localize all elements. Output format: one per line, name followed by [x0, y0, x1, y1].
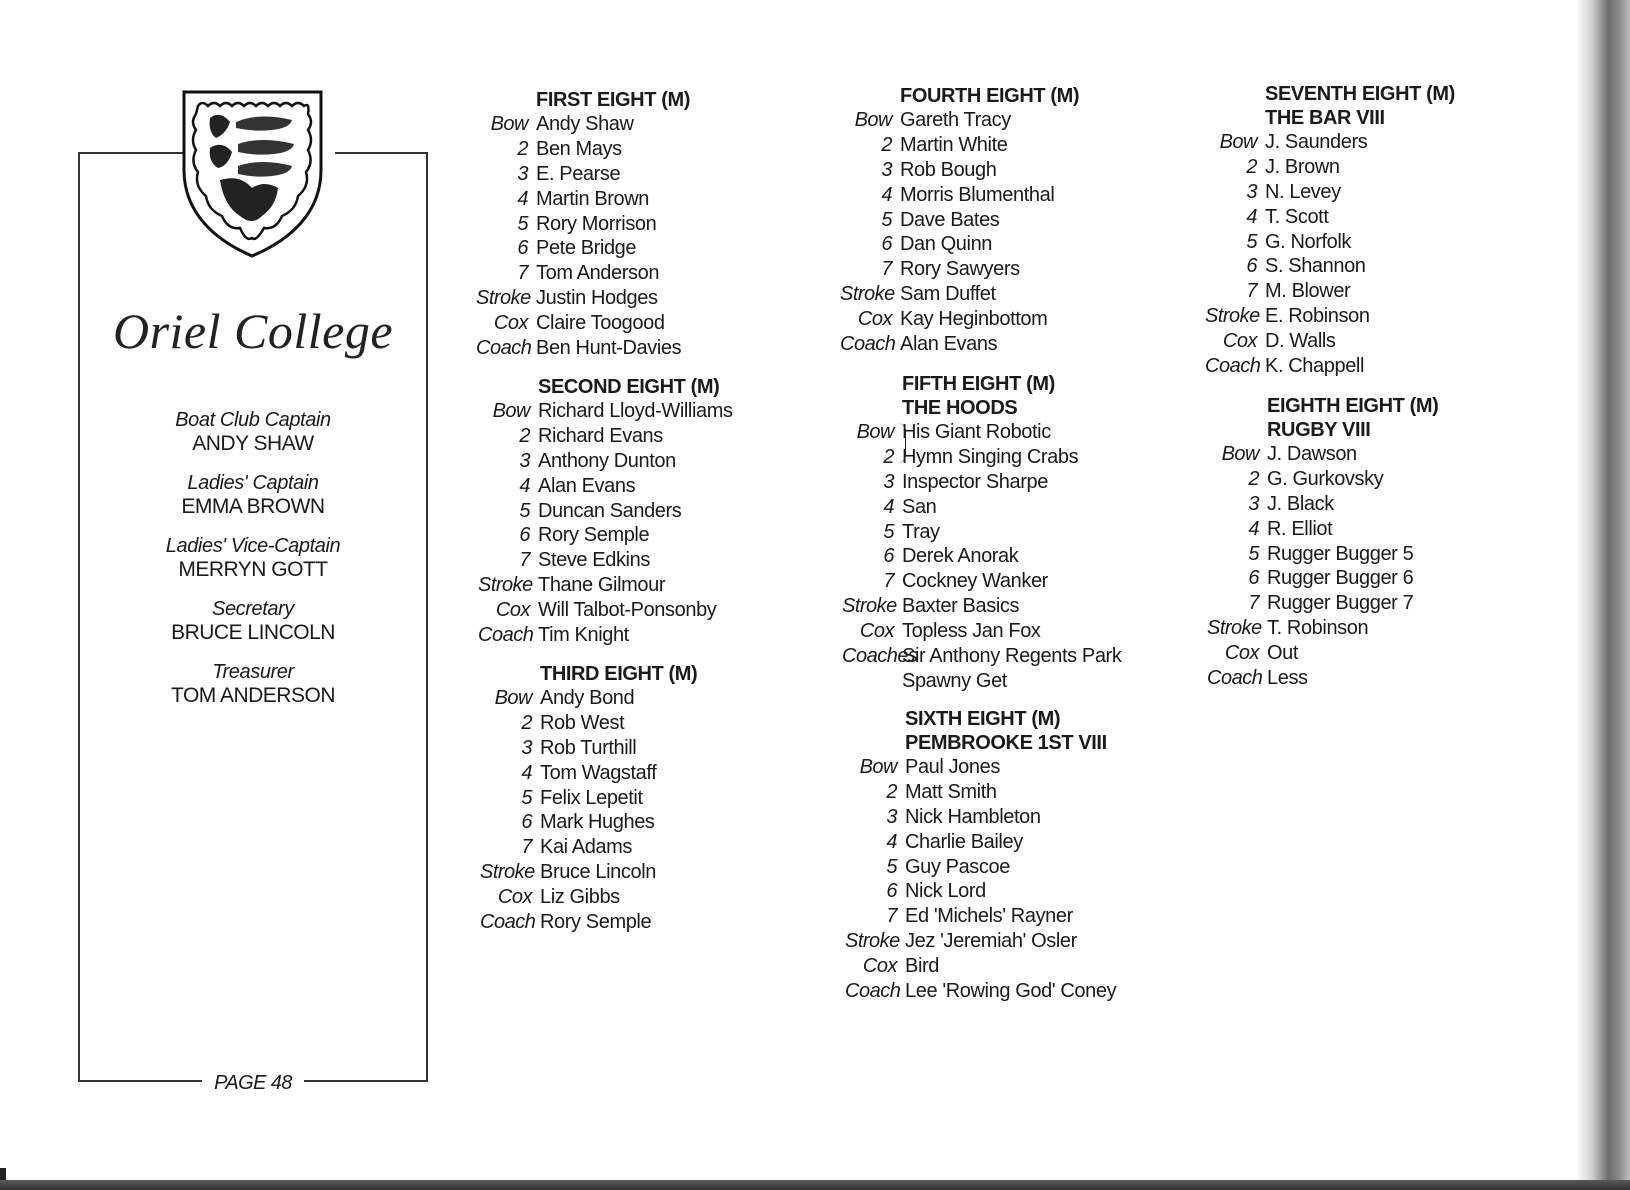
crew-row	[1207, 591, 1438, 616]
seat-label: 2	[517, 137, 528, 160]
rower-name: Ben Mays	[536, 137, 622, 160]
seat-label: Bow	[490, 112, 528, 135]
rower-name: Duncan Sanders	[538, 499, 682, 522]
corner-mark	[0, 1168, 6, 1180]
crew-row	[1205, 205, 1455, 230]
officer-role: Treasurer	[212, 661, 294, 683]
seat-label: Coach	[476, 336, 532, 359]
seat-label: Cox	[1222, 330, 1257, 353]
seat-label: Cox	[857, 308, 892, 331]
crew-row	[480, 910, 697, 935]
seat-label: 3	[886, 805, 897, 828]
crew-row	[1207, 517, 1438, 542]
rower-name: Gareth Tracy	[900, 108, 1011, 131]
crew-row	[840, 108, 1079, 133]
crew-row	[476, 286, 690, 311]
rower-name: Rory Sawyers	[900, 258, 1020, 281]
rower-name: Nick Hambleton	[905, 805, 1041, 828]
rower-name: Rory Semple	[540, 910, 652, 933]
rower-name: Claire Toogood	[536, 312, 665, 335]
crew-row	[842, 594, 1121, 619]
seat-label: 2	[886, 780, 897, 803]
crew-row	[478, 623, 733, 648]
seat-label: 2	[519, 424, 530, 447]
crew-row	[480, 885, 697, 910]
book-spine-shadow	[1576, 0, 1630, 1190]
rower-name: Richard Evans	[538, 424, 663, 447]
seat-label: Stroke	[480, 861, 535, 884]
crew-subtitle: PEMBROOKE 1ST VIII	[905, 732, 1107, 754]
seat-label: Bow	[492, 399, 530, 422]
crew-row	[842, 644, 1121, 669]
seat-label: Cox	[862, 955, 897, 978]
seat-label: Stroke	[1207, 617, 1262, 640]
rower-name: Rob Turthill	[540, 736, 637, 759]
seat-label: 3	[881, 158, 892, 181]
frame-divider	[335, 152, 428, 154]
rower-name: Bruce Lincoln	[540, 861, 656, 884]
seat-label: 4	[521, 761, 532, 784]
seat-label: 5	[517, 212, 528, 235]
crew-row	[476, 187, 690, 212]
rower-name: Alan Evans	[900, 332, 998, 355]
rower-name: Baxter Basics	[902, 595, 1020, 618]
rower-name: Tray	[902, 520, 940, 543]
seat-label: Coach	[845, 979, 901, 1002]
seat-label: Stroke	[845, 930, 900, 953]
seat-label: 4	[883, 495, 894, 518]
seat-label: 2	[521, 711, 532, 734]
frame-divider	[78, 152, 188, 154]
crew-row	[842, 445, 1121, 470]
rower-name: Thane Gilmour	[538, 574, 666, 597]
crew-row	[476, 311, 690, 336]
seat-label: 5	[883, 520, 894, 543]
seat-label: 7	[886, 905, 897, 928]
seat-label: 4	[886, 830, 897, 853]
rower-name: Rugger Bugger 5	[1267, 542, 1414, 565]
seat-label: 2	[881, 133, 892, 156]
seat-label: Stroke	[478, 574, 533, 597]
seat-label: 6	[1248, 567, 1259, 590]
seat-label: 2	[1248, 467, 1259, 490]
rower-name: D. Walls	[1265, 330, 1336, 353]
seat-label: 4	[881, 183, 892, 206]
crew-row	[480, 810, 697, 835]
rower-name: Pete Bridge	[536, 237, 637, 260]
seat-label: Coach	[1205, 354, 1261, 377]
crew-row	[478, 548, 733, 573]
seat-label: 2	[883, 445, 894, 468]
seat-label: 7	[1248, 592, 1259, 615]
officer-entry	[80, 660, 426, 708]
officer-role: Secretary	[212, 598, 294, 620]
crew-row	[845, 979, 1116, 1004]
rower-name: Richard Lloyd-Williams	[538, 399, 733, 422]
seat-label: 5	[1248, 542, 1259, 565]
crew-subtitle: THE HOODS	[902, 397, 1018, 419]
seat-label: 5	[521, 786, 532, 809]
officer-name: MERRYN GOTT	[178, 558, 328, 581]
crew-row	[1207, 641, 1438, 666]
crew-row	[845, 780, 1116, 805]
officer-role: Boat Club Captain	[175, 409, 331, 431]
seat-label: Cox	[1224, 642, 1259, 665]
rower-name: Ed 'Michels' Rayner	[905, 905, 1073, 928]
crew-row	[480, 761, 697, 786]
seat-label: 7	[519, 549, 530, 572]
crew-row	[845, 755, 1116, 780]
rower-name: Derek Anorak	[902, 545, 1019, 568]
seat-label: Cox	[859, 620, 894, 643]
crew-row	[845, 954, 1116, 979]
seat-label: 4	[1248, 517, 1259, 540]
crew-fourth-eight	[840, 84, 1079, 357]
crew-row	[480, 860, 697, 885]
rower-name: Steve Edkins	[538, 549, 650, 572]
crew-third-eight	[480, 662, 697, 935]
seat-label: Bow	[1219, 130, 1257, 153]
seat-label: 6	[521, 811, 532, 834]
rower-name: Alan Evans	[538, 474, 636, 497]
seat-label: 7	[881, 258, 892, 281]
rower-name: Felix Lepetit	[540, 786, 643, 809]
seat-label: Bow	[854, 108, 892, 131]
seat-label: Stroke	[476, 287, 531, 310]
crew-row	[476, 212, 690, 237]
crew-title: EIGHTH EIGHT (M)	[1267, 395, 1439, 417]
rower-name: Dave Bates	[900, 208, 1000, 231]
rower-name: J. Saunders	[1265, 130, 1368, 153]
rower-name: E. Pearse	[536, 162, 621, 185]
rower-name: Kay Heginbottom	[900, 308, 1048, 331]
crew-row	[840, 183, 1079, 208]
rower-name: Rob West	[540, 711, 625, 734]
crew-row	[1207, 492, 1438, 517]
crew-row	[840, 232, 1079, 257]
seat-label: 6	[881, 233, 892, 256]
crew-title: FIFTH EIGHT (M)	[902, 373, 1055, 395]
crew-row	[478, 598, 733, 623]
rower-name: Mark Hughes	[540, 811, 655, 834]
rower-name: Will Talbot-Ponsonby	[538, 599, 717, 622]
crew-row	[1207, 616, 1438, 641]
rower-name: S. Shannon	[1265, 255, 1366, 278]
seat-label: 7	[1246, 280, 1257, 303]
crew-row	[478, 449, 733, 474]
seat-label: Bow	[494, 686, 532, 709]
crew-row	[840, 332, 1079, 357]
crew-row	[480, 835, 697, 860]
seat-label: Stroke	[842, 595, 897, 618]
crew-row	[845, 879, 1116, 904]
crew-row	[1205, 155, 1455, 180]
rower-name: Jez 'Jeremiah' Osler	[905, 930, 1077, 953]
seat-label: 3	[883, 470, 894, 493]
crew-row	[845, 855, 1116, 880]
rower-name: Spawny Get	[902, 669, 1007, 692]
rower-name: J. Dawson	[1267, 442, 1357, 465]
rower-name: Rory Morrison	[536, 212, 657, 235]
rower-name: N. Levey	[1265, 180, 1341, 203]
rower-name: Rob Bough	[900, 158, 997, 181]
crew-row	[1207, 566, 1438, 591]
crew-row	[842, 420, 1121, 445]
crew-row	[842, 495, 1121, 520]
rower-name: Liz Gibbs	[540, 886, 620, 909]
seat-label: Coach	[840, 332, 896, 355]
rower-name: Tom Wagstaff	[540, 761, 657, 784]
seat-label: 2	[1246, 155, 1257, 178]
seat-label: Bow	[842, 421, 902, 444]
seat-label: 6	[883, 545, 894, 568]
crew-row	[1205, 230, 1455, 255]
rower-name: Rugger Bugger 7	[1267, 592, 1414, 615]
crew-title: THIRD EIGHT (M)	[540, 663, 698, 685]
officer-name: TOM ANDERSON	[171, 684, 335, 707]
crew-row	[478, 474, 733, 499]
rower-name: J. Brown	[1265, 155, 1340, 178]
rower-name: J. Black	[1267, 492, 1334, 515]
seat-label: 3	[1248, 492, 1259, 515]
rower-name: Paul Jones	[905, 755, 1000, 778]
crew-eighth-eight	[1207, 394, 1438, 691]
crew-title: FOURTH EIGHT (M)	[900, 85, 1080, 107]
crew-row	[840, 282, 1079, 307]
seat-label: 6	[1246, 255, 1257, 278]
crew-row	[842, 569, 1121, 594]
seat-label: Stroke	[840, 283, 895, 306]
crew-row	[1205, 279, 1455, 304]
officer-entry	[80, 471, 426, 519]
crew-row	[1207, 542, 1438, 567]
rower-name: E. Robinson	[1265, 305, 1370, 328]
crew-row	[476, 236, 690, 261]
rower-name: K. Chappell	[1265, 354, 1364, 377]
rower-name: Andy Bond	[540, 686, 635, 709]
rower-name: Hymn Singing Crabs	[902, 445, 1079, 468]
crew-row	[1205, 354, 1455, 379]
rower-name: Nick Lord	[905, 880, 986, 903]
crew-row	[842, 669, 1121, 694]
seat-label: 6	[517, 237, 528, 260]
seat-label: 4	[519, 474, 530, 497]
crew-row	[480, 786, 697, 811]
rower-name: Rugger Bugger 6	[1267, 567, 1414, 590]
crew-row	[1207, 442, 1438, 467]
rower-name: Bird	[905, 955, 939, 978]
crew-row	[840, 158, 1079, 183]
crew-row	[1207, 467, 1438, 492]
seat-label: 7	[883, 570, 894, 593]
crew-row	[842, 520, 1121, 545]
crew-title: SECOND EIGHT (M)	[538, 376, 720, 398]
crew-row	[845, 904, 1116, 929]
crew-row	[845, 929, 1116, 954]
rower-name: Lee 'Rowing God' Coney	[905, 979, 1117, 1002]
seat-label: 5	[519, 499, 530, 522]
rower-name: Justin Hodges	[536, 287, 658, 310]
seat-label: Coach	[478, 623, 534, 646]
crew-sixth-eight	[845, 707, 1116, 1004]
rower-name: Topless Jan Fox	[902, 620, 1041, 643]
officer-name: EMMA BROWN	[181, 495, 325, 518]
crew-row	[840, 257, 1079, 282]
seat-label: 7	[521, 836, 532, 859]
crew-row	[480, 686, 697, 711]
seat-label: 3	[521, 736, 532, 759]
rower-name: Dan Quinn	[900, 233, 993, 256]
crew-row	[1205, 304, 1455, 329]
college-title: Oriel College	[112, 303, 394, 359]
crew-row	[1205, 130, 1455, 155]
crew-title: SIXTH EIGHT (M)	[905, 708, 1061, 730]
officer-entry	[80, 534, 426, 582]
rower-name: Morris Blumenthal	[900, 183, 1055, 206]
rower-name: Rory Semple	[538, 524, 650, 547]
rower-name: Sam Duffet	[900, 283, 996, 306]
officer-role: Ladies' Captain	[187, 472, 319, 494]
crew-row	[480, 736, 697, 761]
rower-name: Charlie Bailey	[905, 830, 1023, 853]
rower-name: Tom Anderson	[536, 262, 660, 285]
officer-role: Ladies' Vice-Captain	[165, 535, 341, 557]
rower-name: Less	[1267, 666, 1308, 689]
seat-label: Coach	[1207, 666, 1263, 689]
crew-row	[840, 307, 1079, 332]
rower-name: G. Norfolk	[1265, 230, 1352, 253]
crew-row	[1205, 329, 1455, 354]
crew-row	[1205, 254, 1455, 279]
officers-list	[80, 408, 426, 723]
rower-name: Martin White	[900, 133, 1008, 156]
crew-row	[478, 573, 733, 598]
seat-label: Cox	[493, 312, 528, 335]
seat-label: Cox	[497, 886, 532, 909]
officer-name: ANDY SHAW	[192, 432, 314, 455]
seat-label: Coach	[480, 910, 536, 933]
crew-row	[845, 805, 1116, 830]
rower-name: Ben Hunt-Davies	[536, 336, 682, 359]
rower-name: Sir Anthony Regents Park	[902, 644, 1122, 667]
crew-row	[840, 133, 1079, 158]
crew-row	[845, 830, 1116, 855]
rower-name: T. Robinson	[1267, 617, 1369, 640]
seat-label: Bow	[1221, 442, 1259, 465]
crew-row	[476, 137, 690, 162]
crew-row	[842, 470, 1121, 495]
seat-label: 4	[1246, 205, 1257, 228]
seat-label: 3	[519, 449, 530, 472]
rower-name: T. Scott	[1265, 205, 1329, 228]
crew-row	[842, 544, 1121, 569]
seat-label: 3	[1246, 180, 1257, 203]
rower-name: Matt Smith	[905, 780, 997, 803]
seat-label: 4	[517, 187, 528, 210]
crew-row	[842, 619, 1121, 644]
rower-name: Tim Knight	[538, 623, 629, 646]
crew-row	[476, 336, 690, 361]
crew-subtitle: RUGBY VIII	[1267, 419, 1371, 441]
crew-row	[1207, 666, 1438, 691]
rower-name: Andy Shaw	[536, 112, 634, 135]
seat-label: 6	[886, 880, 897, 903]
seat-label: 3	[517, 162, 528, 185]
rower-name: San	[902, 495, 937, 518]
seat-label: 5	[1246, 230, 1257, 253]
rower-name: Guy Pascoe	[905, 855, 1010, 878]
page-number: PAGE 48	[202, 1068, 304, 1098]
crew-first-eight	[476, 88, 690, 361]
rower-name: M. Blower	[1265, 280, 1351, 303]
crew-seventh-eight	[1205, 82, 1455, 379]
crew-row	[478, 399, 733, 424]
crew-row	[476, 162, 690, 187]
seat-label: 5	[886, 855, 897, 878]
crew-title: FIRST EIGHT (M)	[536, 89, 690, 111]
crew-row	[478, 424, 733, 449]
crew-subtitle: THE BAR VIII	[1265, 107, 1385, 129]
crew-row	[476, 261, 690, 286]
rower-name: Cockney Wanker	[902, 570, 1048, 593]
rower-name: Martin Brown	[536, 187, 650, 210]
seat-label: Bow	[859, 755, 897, 778]
crew-row	[840, 208, 1079, 233]
rower-name: His Giant Robotic	[902, 420, 1051, 443]
rower-name: Kai Adams	[540, 836, 633, 859]
officer-entry	[80, 408, 426, 456]
seat-label: Coaches	[842, 644, 918, 667]
crew-row	[478, 499, 733, 524]
seat-label: 7	[517, 262, 528, 285]
crew-second-eight	[478, 375, 733, 648]
officer-name: BRUCE LINCOLN	[171, 621, 335, 644]
crew-fifth-eight	[842, 372, 1121, 694]
crew-title: SEVENTH EIGHT (M)	[1265, 83, 1455, 105]
page-footer	[78, 1068, 428, 1098]
crew-row	[1205, 180, 1455, 205]
seat-label: Cox	[495, 599, 530, 622]
seat-label: 6	[519, 524, 530, 547]
officer-entry	[80, 597, 426, 645]
rower-name: Out	[1267, 642, 1299, 665]
rower-name: G. Gurkovsky	[1267, 467, 1384, 490]
page-bottom-edge	[0, 1180, 1630, 1190]
rower-name: R. Elliot	[1267, 517, 1333, 540]
crew-row	[478, 523, 733, 548]
college-crest-shield-icon	[180, 88, 325, 260]
rower-name: Inspector Sharpe	[902, 470, 1048, 493]
rower-name: Anthony Dunton	[538, 449, 676, 472]
crew-row	[480, 711, 697, 736]
seat-label: 5	[881, 208, 892, 231]
crew-row	[476, 112, 690, 137]
seat-label: Stroke	[1205, 305, 1260, 328]
